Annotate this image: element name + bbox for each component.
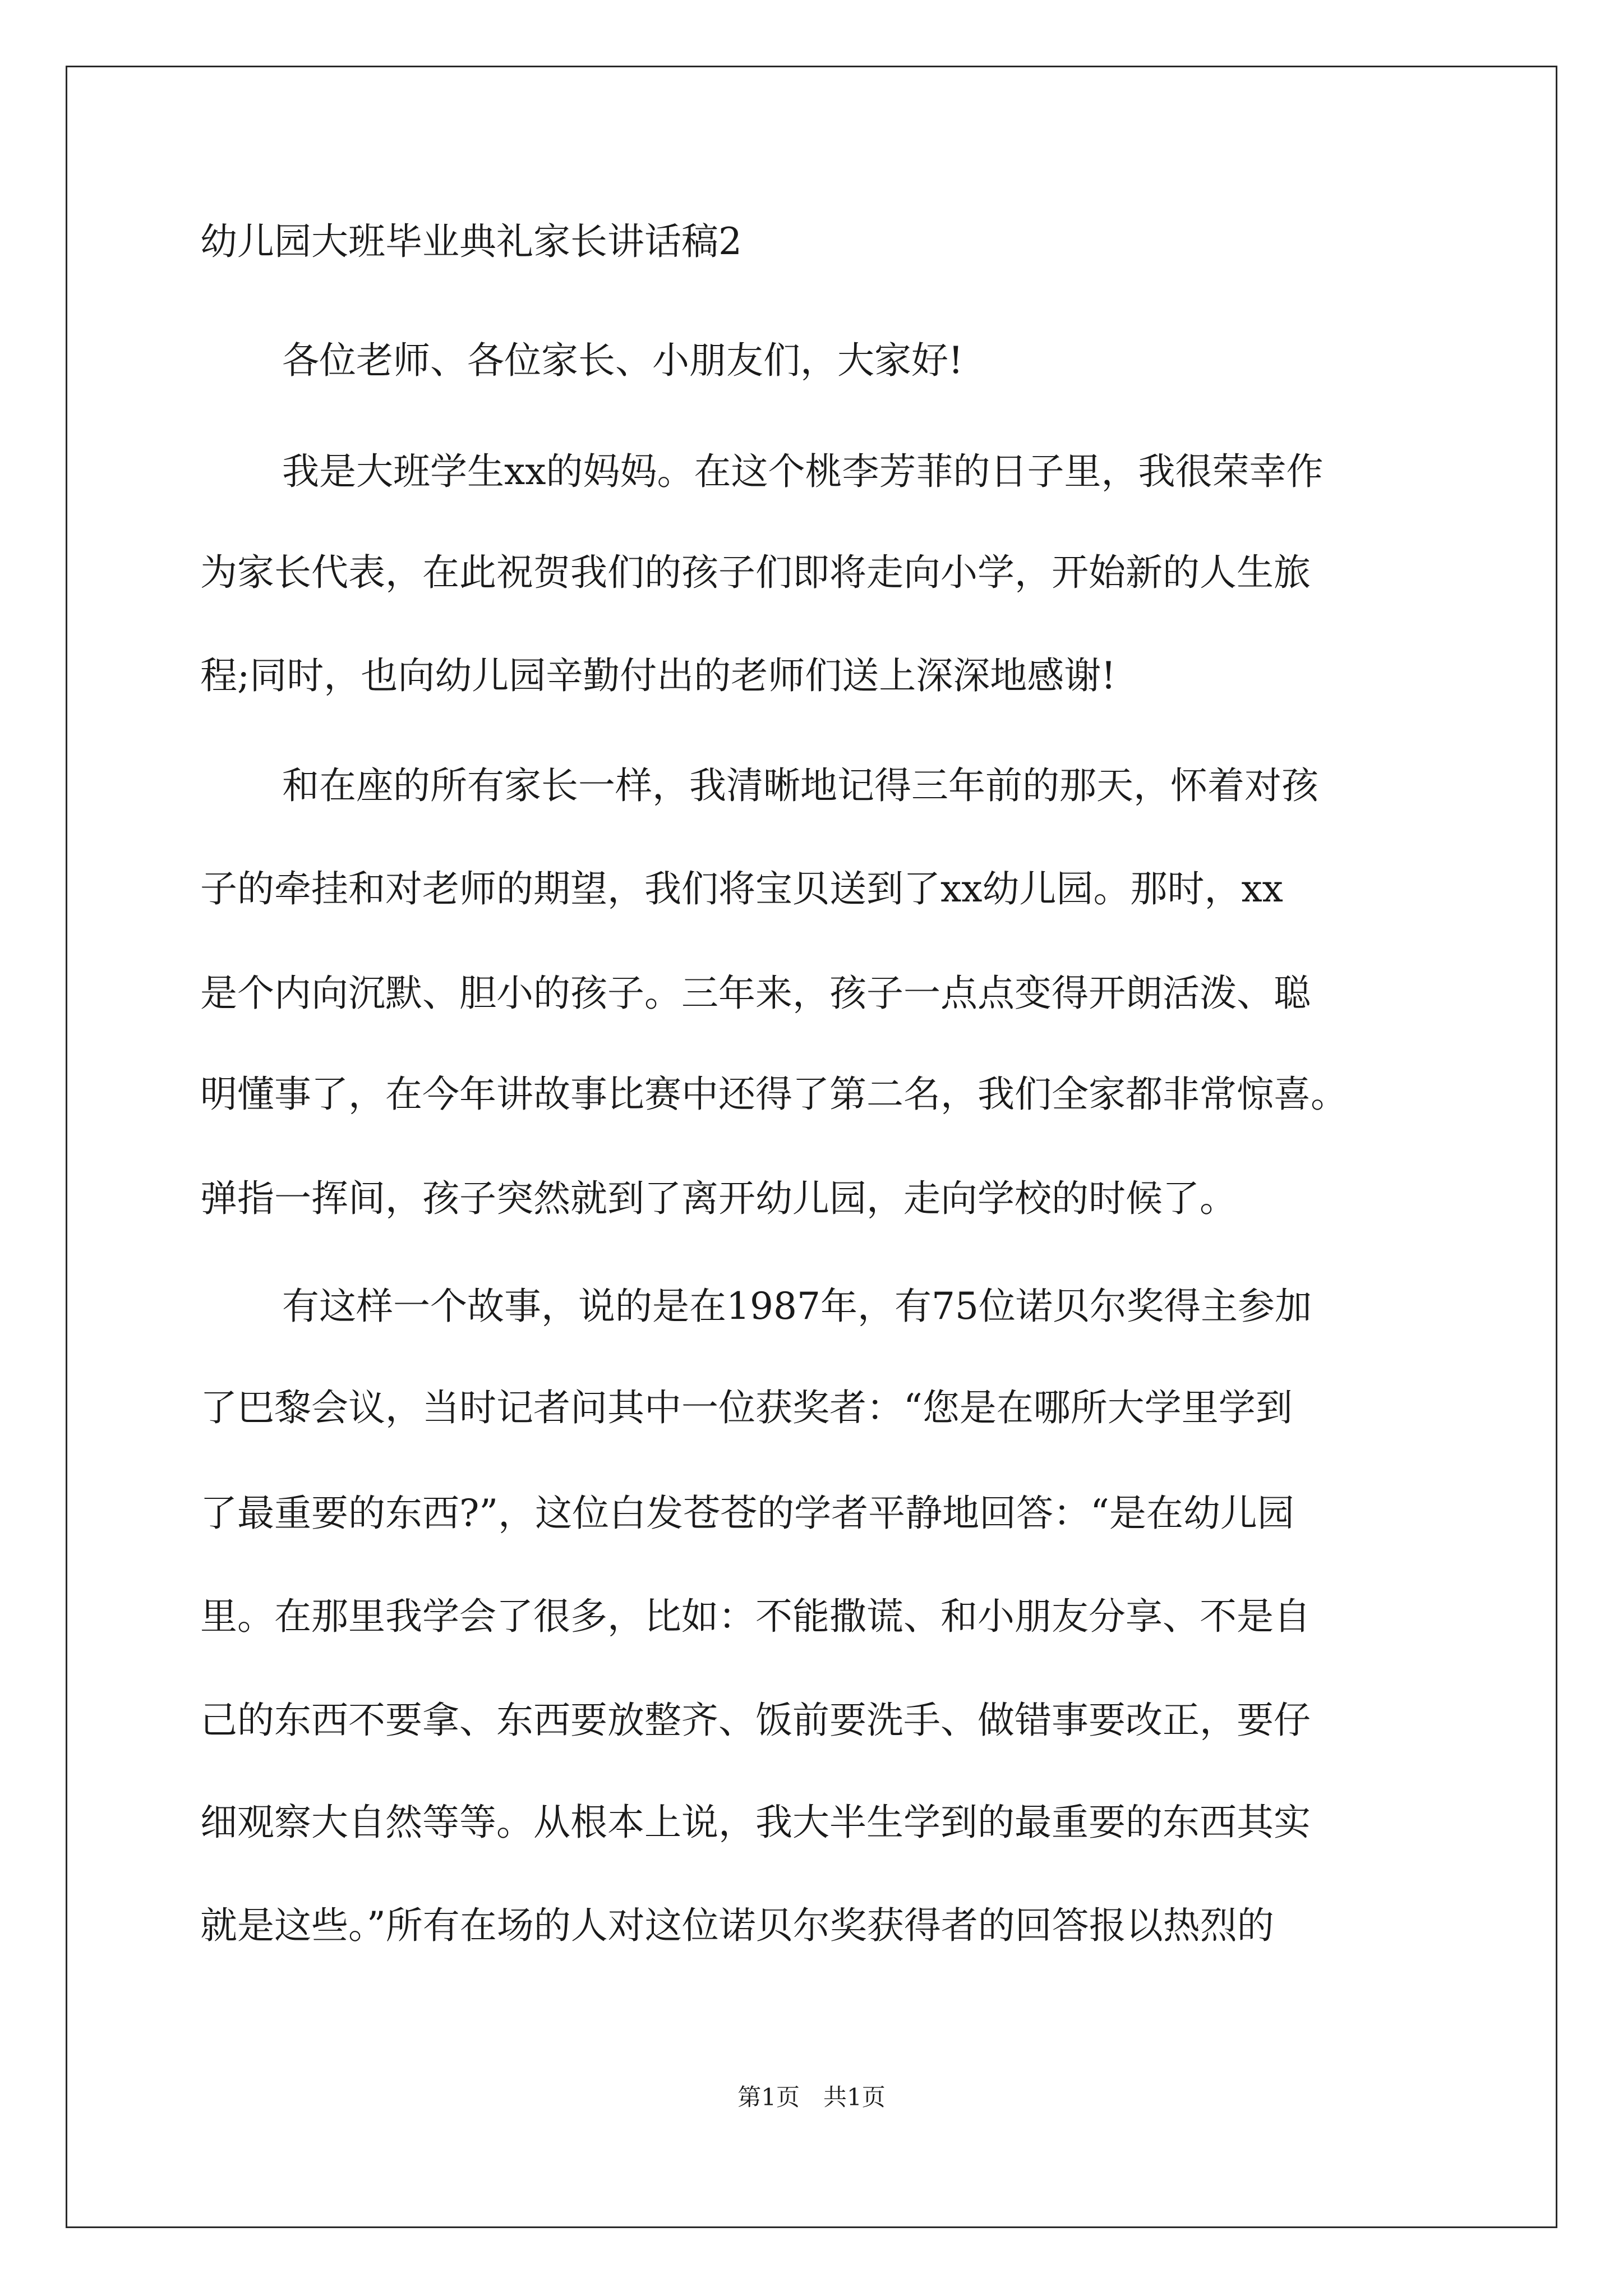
paragraph-line: 己的东西不要拿、东西要放整齐、饭前要洗手、做错事要改正，要仔 (200, 1699, 1311, 1742)
paragraph-line: 明懂事了，在今年讲故事比赛中还得了第二名，我们全家都非常惊喜。 (200, 1073, 1348, 1116)
paragraph-line: 了最重要的东西?”，这位白发苍苍的学者平静地回答：“是在幼儿园 (200, 1492, 1294, 1535)
paragraph-line: 我是大班学生xx的妈妈。在这个桃李芳菲的日子里，我很荣幸作 (282, 450, 1324, 493)
paragraph-line: 各位老师、各位家长、小朋友们，大家好! (282, 339, 963, 382)
paragraph-line: 了巴黎会议，当时记者问其中一位获奖者：“您是在哪所大学里学到 (200, 1386, 1293, 1429)
paragraph-line: 弹指一挥间，孩子突然就到了离开幼儿园，走向学校的时候了。 (200, 1177, 1237, 1220)
paragraph-line: 子的牵挂和对老师的期望，我们将宝贝送到了xx幼儿园。那时，xx (200, 867, 1283, 910)
paragraph-line: 程;同时，也向幼儿园辛勤付出的老师们送上深深地感谢! (200, 654, 1116, 697)
paragraph-line: 和在座的所有家长一样，我清晰地记得三年前的那天，怀着对孩 (282, 764, 1318, 807)
paragraph-line: 细观察大自然等等。从根本上说，我大半生学到的最重要的东西其实 (200, 1801, 1311, 1844)
paragraph-line: 为家长代表，在此祝贺我们的孩子们即将走向小学，开始新的人生旅 (200, 551, 1311, 594)
paragraph-line: 里。在那里我学会了很多，比如：不能撒谎、和小朋友分享、不是自 (200, 1595, 1311, 1638)
document-title: 幼儿园大班毕业典礼家长讲话稿2 (200, 220, 742, 263)
page-number-footer: 第1页 共1页 (737, 2083, 886, 2111)
paragraph-line: 就是这些。”所有在场的人对这位诺贝尔奖获得者的回答报以热烈的 (200, 1904, 1274, 1947)
paragraph-line: 有这样一个故事，说的是在1987年，有75位诺贝尔奖得主参加 (282, 1285, 1312, 1328)
paragraph-line: 是个内向沉默、胆小的孩子。三年来，孩子一点点变得开朗活泼、聪 (200, 972, 1311, 1015)
